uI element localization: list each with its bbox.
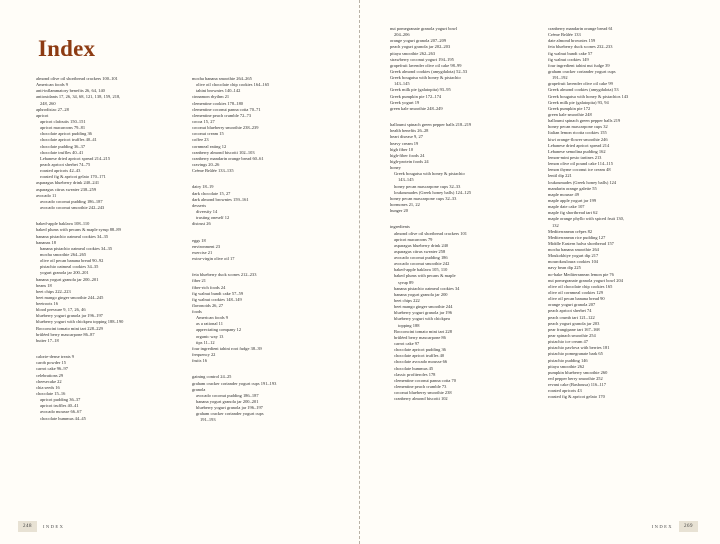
index-entry: navy bean dip 225: [548, 265, 581, 271]
index-entry: coconut blueberry smoothie 238–239: [192, 125, 259, 131]
index-entry: cranberry mandarin orange bread 61: [548, 26, 613, 31]
index-entry: grapefruit lavender olive oil cake 98–99: [390, 62, 462, 68]
index-entry: health benefits 26–28: [390, 128, 429, 134]
index-entry: beans 18: [36, 282, 52, 288]
index-entry: Greek yogurt 19: [390, 99, 420, 105]
index-columns-right: [390, 26, 690, 402]
index-entry: banana pistachio oatmeal cookies 34–35: [36, 233, 109, 239]
index-column-4: [548, 26, 690, 402]
index-entry: yogurt granola jar 200–201: [40, 270, 89, 276]
index-entry: revani cake (Basbousa) 116–117: [548, 382, 607, 388]
index-entry: Mediterranean crêpes 82: [548, 228, 593, 234]
spread-gutter: [359, 0, 360, 544]
index-columns-left: [36, 76, 334, 424]
index-entry: blueberry yogurt with chickpea topping 188–190: [36, 319, 124, 325]
index-entry: heavy cream 19: [390, 140, 419, 146]
index-entry: trusting oneself 12: [196, 215, 230, 221]
index-column-1: [36, 76, 178, 424]
index-entry: graham cracker coriander yogurt cups: [196, 411, 264, 417]
page-footer-right: [652, 521, 698, 532]
index-entry: no-bake Mediterranean lemon pie 76: [548, 271, 614, 277]
index-entry: lemon olive oil pound cake 114–115: [548, 161, 613, 167]
index-entry: banana yogurt granola jar 200: [394, 291, 448, 297]
index-entry: baked-apple baklava 108–110: [36, 221, 90, 227]
index-entry: high fiber 10: [390, 146, 414, 152]
index-entry: blueberry yogurt granola jar 196–197: [196, 405, 263, 411]
index-entry: mocha banana smoothie 264: [548, 247, 599, 253]
index-entry: four ingredient tahini root fudge 38–39: [192, 345, 262, 351]
index-entry: four ingredient tahini nut fudge 39: [548, 62, 610, 68]
index-entry: cranberry almond biscotti 102–103: [192, 149, 255, 155]
index-entry: peach yogurt granola jar 202–203: [390, 44, 451, 50]
index-entry: hormones 21, 22: [390, 201, 420, 207]
index-entry: fruits 16: [192, 358, 208, 364]
index-entry: Greek almond cookies (amygdalota) 52–53: [390, 68, 468, 74]
index-entry: roasted apricots 42–43: [40, 168, 81, 174]
index-entry: fiber 21: [192, 278, 207, 284]
index-entry: banana pistachio oatmeal cookies 34–35: [40, 245, 113, 251]
page-title: Index: [38, 36, 96, 61]
index-entry: honey pecan mascarpone cups 32–33: [394, 183, 461, 189]
index-entry: clementine coconut panna cotta 70–71: [192, 106, 261, 112]
index-entry: maple mousse 49: [548, 191, 579, 197]
index-entry: chocolate apricot pudding 36: [394, 347, 446, 353]
index-entry: beet chips 222: [394, 298, 420, 304]
index-entry: blueberry yogurt granola jar 196: [394, 310, 452, 316]
index-entry: Greek milk pie (galatopita) 93, 94: [548, 99, 609, 105]
index-entry: roasted apricots 43: [548, 388, 582, 394]
index-entry: avocado coconut pudding 186: [394, 255, 448, 261]
index-entry: chocolate apricot truffles 40–41: [40, 137, 97, 143]
index-entry: feta blueberry duck scones 212–233: [192, 272, 257, 278]
index-entry: chia seeds 16: [36, 384, 60, 390]
index-entry: asparagus citrus sweater 258: [394, 248, 446, 254]
index-column-2: [192, 76, 334, 424]
index-entry: Italian lemon ricotta cookies 155: [548, 130, 607, 136]
index-entry: pitaya smoothie 262: [548, 363, 585, 369]
index-page-right: [360, 0, 720, 544]
index-entry: American foods 9: [196, 315, 228, 321]
index-entry: fig walnut cookies 149: [548, 56, 589, 62]
index-entry: strawberry coconut yogurt 194–195: [390, 56, 454, 62]
index-entry: peach apricot sherbet 74–75: [40, 161, 91, 167]
index-entry: lemon-mint pesto tartines 213: [548, 154, 602, 160]
index-entry: mourokouloura cookies 104: [548, 259, 599, 265]
index-entry: peach apricot sherbet 74: [548, 308, 592, 314]
index-entry: avocado mousse 66–67: [40, 409, 82, 415]
index-entry: tips 11–12: [196, 339, 215, 345]
index-entry: 248, 260: [40, 100, 56, 106]
index-entry: calorie-dense treats 9: [36, 354, 74, 360]
index-entry: mandarin orange galette 55: [548, 185, 597, 191]
index-entry: nut pomegranate granola yogurt bowl: [390, 26, 458, 31]
index-entry: lemon thyme coconut ice cream 48: [548, 167, 611, 173]
index-entry: avocado coconut smoothie 242–243: [40, 204, 105, 210]
index-entry: anti-inflammatory benefits 26, 64, 140: [36, 88, 105, 94]
index-column-3: [390, 26, 532, 402]
index-entry: high-protein foods 24: [390, 158, 429, 164]
index-entry: maple orange phyllo with spiced fruit 130,: [548, 216, 624, 222]
index-entry: red pepper berry smoothie 252: [548, 376, 603, 382]
index-entry: chocolate 15–16: [36, 391, 66, 397]
index-entry: 204–206: [394, 32, 410, 38]
index-entry: chocolate hummus 44–45: [40, 415, 86, 421]
index-entry: olive oil cornmeal cookies 129: [548, 290, 604, 296]
index-entry: syrup 89: [398, 279, 414, 285]
index-entry: coffee 23: [192, 137, 209, 143]
index-entry: pistachio pomegranate bark 65: [548, 351, 603, 357]
index-entry: cranberry almond biscotti 102: [394, 396, 448, 402]
index-entry: brûléed berry mascarpone 86–87: [36, 331, 95, 337]
index-entry: extra-virgin olive oil 17: [192, 255, 235, 261]
index-entry: beet mango ginger smoothie 244: [394, 304, 453, 310]
index-entry: banana yogurt granola jar 200–201: [36, 276, 99, 282]
index-entry: high-fiber foods 24: [390, 152, 425, 158]
index-entry: peach crumb tart 121–122: [548, 314, 595, 320]
index-entry: brûléed berry mascarpone 86: [394, 334, 446, 340]
index-entry: grapefruit lavender olive oil cake 99: [548, 81, 613, 87]
index-entry: heart disease 9, 27: [390, 134, 423, 140]
folio-number: 248: [18, 521, 37, 532]
index-entry: maple date cake 107: [548, 204, 585, 210]
index-entry: desserts: [192, 202, 207, 208]
index-entry: chocolate apricot pudding 36: [40, 131, 92, 137]
index-entry: beet mango ginger smoothie 244–245: [36, 294, 104, 300]
index-entry: antioxidants 17, 26, 34, 68, 121, 138, 159, 218,: [36, 94, 121, 100]
index-entry: avocado coconut smoothie 242: [394, 261, 450, 267]
index-entry: 191–192: [552, 75, 568, 81]
index-entry: peach yogurt granola jar 203: [548, 320, 600, 326]
index-entry: beetroots 16: [36, 301, 58, 307]
index-entry: cornmeal eating 12: [192, 143, 227, 149]
index-entry: avocado coconut pudding 186–187: [40, 198, 103, 204]
index-entry: fig walnut bundt cake 57: [548, 50, 593, 56]
index-entry: dark almond brownies 159–161: [192, 196, 249, 202]
index-entry: asparagus blueberry drink 240: [394, 242, 449, 248]
index-entry: carob powder 15: [36, 360, 66, 366]
index-entry: feta blueberry duck scones 232–233: [548, 44, 613, 50]
index-entry: asparagus blueberry drink 240–241: [36, 180, 100, 186]
index-entry: Moukokhiye yogurt dip 217: [548, 253, 599, 259]
index-entry: pistachio pavlova with berries 181: [548, 345, 610, 351]
index-entry: Greek almond cookies (amygdalota) 53: [548, 87, 619, 93]
index-entry: banana pistachio oatmeal cookies 34: [394, 285, 460, 291]
index-entry: date almond brownies 159: [548, 38, 596, 44]
folio-number: 269: [679, 521, 698, 532]
index-entry: maple apple yogurt jar 199: [548, 197, 597, 203]
index-entry: honey pecan mascarpone cups 32: [548, 124, 608, 130]
index-entry: Lebanese dried apricot spread 214–215: [40, 155, 111, 161]
index-entry: orange yogurt granola 207–209: [390, 38, 447, 44]
index-entry: apricot: [36, 112, 49, 118]
index-entry: baked plums with pecans & maple: [394, 273, 456, 279]
index-entry: chocolate pudding 36–37: [40, 143, 86, 149]
index-entry: pitaya smoothie 262–263: [390, 50, 436, 56]
index-entry: apricot pudding 36–37: [40, 397, 81, 403]
index-entry: chocolate avocado mousse 66: [394, 359, 448, 365]
index-entry: almond olive oil shortbread crackers 101: [394, 230, 467, 236]
index-entry: honey: [390, 165, 401, 171]
index-entry: 191–193: [200, 417, 216, 423]
index-entry: Crème Brûlée 133: [548, 32, 581, 38]
index-entry: graham cracker coriander yogurt cups 191–193: [192, 380, 277, 386]
index-entry: avocado coconut pudding 186–187: [196, 392, 259, 398]
page-footer-left: [18, 521, 64, 532]
folio-label: INDEX: [651, 524, 673, 529]
index-entry: clementine coconut panna cotta 70: [394, 377, 456, 383]
index-entry: Greek milk pie (galatopita) 93–95: [390, 87, 451, 93]
index-entry: pistachio pudding 146: [548, 357, 588, 363]
index-entry: gaining control 24–25: [192, 374, 232, 380]
index-entry: as a rational 11: [196, 321, 223, 327]
index-entry: mocha smoothie 264–265: [40, 251, 87, 257]
index-entry: pistachio ice cream 47: [548, 339, 589, 345]
index-entry: Greek pumpkin pie 172: [548, 105, 591, 111]
index-entry: dairy 18–19: [192, 184, 214, 190]
index-entry: granola: [192, 386, 206, 392]
index-entry: banana yogurt granola jar 200–201: [196, 399, 259, 405]
index-entry: green kale smoothie 248–249: [390, 105, 443, 111]
index-entry: Lebanese semolina pudding 162: [548, 148, 606, 154]
index-entry: baked plums with pecans & maple syrup 88–89: [36, 227, 121, 233]
index-entry: roasted fig & apricot gelato 170–171: [40, 174, 106, 180]
index-entry: Greek bougatsa with honey & pistachio: [394, 171, 465, 177]
index-entry: tahini brownies 140–142: [196, 88, 241, 94]
index-entry: flavonoids 26, 27: [192, 302, 224, 308]
index-entry: American foods 9: [36, 82, 68, 88]
index-entry: apricot macaroons 79–81: [40, 125, 86, 131]
index-entry: maple fig shortbread tart 62: [548, 210, 598, 216]
index-entry: green kale smoothie 248: [548, 111, 592, 117]
index-entry: organic way 13: [196, 333, 224, 339]
index-entry: apricot macaroons 79: [394, 236, 433, 242]
index-entry: olive oil pecan banana bread 90–92: [40, 258, 104, 264]
index-entry: mocha banana smoothie 264–265: [192, 76, 252, 81]
index-entry: Mediterranean rice pudding 127: [548, 234, 606, 240]
index-entry: cinnamon rhythm 21: [192, 94, 230, 100]
index-entry: Crème Brûlée 133–135: [192, 168, 234, 174]
index-entry: butter 17–18: [36, 337, 59, 343]
index-entry: apricot clafoutis 150–151: [40, 118, 86, 124]
index-entry: apricot truffles 40–41: [40, 403, 79, 409]
index-entry: coconut blueberry smoothie 238: [394, 390, 452, 396]
index-entry: 143–145: [398, 177, 414, 183]
index-entry: cocoa 15, 27: [192, 118, 215, 124]
index-entry: clementine cookies 178–180: [192, 100, 244, 106]
index-entry: loukoumades (Greek honey balls) 124: [548, 179, 617, 185]
index-entry: distrust 26: [192, 221, 211, 227]
index-entry: halloumi spinach green pepper balls 218–219: [390, 122, 472, 128]
index-entry: Bocconcini tomato mini tart 228–229: [36, 325, 103, 331]
index-entry: carrot cake 97: [394, 341, 420, 347]
index-entry: carrot cake 96–97: [36, 366, 68, 372]
index-entry: clementine peach crumble 72–73: [192, 112, 252, 118]
index-entry: asparagus citrus sweater 238–259: [36, 186, 97, 192]
index-entry: avocado 11: [36, 192, 57, 198]
index-entry: pear spinach smoothie 254: [548, 333, 596, 339]
index-entry: blood pressure 9, 17, 26, 46: [36, 307, 86, 313]
index-entry: frequency 22: [192, 352, 216, 358]
index-entry: fiber-rich foods 24: [192, 284, 226, 290]
index-entry: honey pecan mascarpone cups 32–33: [390, 195, 457, 201]
index-entry: orange yogurt granola 207: [548, 302, 596, 308]
index-entry: foods: [192, 309, 202, 315]
index-entry: 143–145: [394, 81, 410, 87]
index-entry: diversity 14: [196, 208, 218, 214]
index-entry: Middle Eastern halva shortbread 157: [548, 240, 614, 246]
index-entry: nut pomegranate granola yogurt bowl 204: [548, 277, 623, 283]
index-entry: fig walnut cookies 148–149: [192, 296, 242, 302]
index-entry: olive oil chocolate chip cookies 165: [548, 283, 613, 289]
index-entry: olive oil chocolate chip cookies 164–165: [196, 82, 270, 88]
index-entry: kiwi orange-flower smoothie 246: [548, 136, 608, 142]
index-entry: cheesecake 22: [36, 378, 62, 384]
index-entry: loukoumades (Greek honey balls) 124–125: [394, 189, 472, 195]
index-entry: Bocconcini tomato mini tart 228: [394, 328, 452, 334]
index-entry: celebrations 29: [36, 372, 64, 378]
index-entry: Greek bougatsa with honey & pistachios 143: [548, 93, 629, 99]
index-entry: bananas 18: [36, 239, 56, 245]
index-entry: topping 188: [398, 322, 420, 328]
index-entry: blueberry yogurt with chickpea: [394, 316, 450, 322]
index-entry: cravings 20–26: [192, 161, 220, 167]
index-entry: blueberry yogurt granola jar 196–197: [36, 313, 103, 319]
index-entry: chocolate apricot truffles 40: [394, 353, 445, 359]
index-entry: aphrodisiac 27–28: [36, 106, 69, 112]
index-entry: ingredients: [390, 224, 410, 230]
index-entry: graham cracker coriander yogurt cups: [548, 68, 616, 74]
index-entry: eggs 18: [192, 237, 206, 243]
folio-label: INDEX: [43, 524, 65, 529]
index-entry: Greek bougatsa with honey & pistachio: [390, 75, 461, 81]
index-entry: baked-apple baklava 105, 110: [394, 267, 448, 273]
index-entry: dark chocolate 15, 27: [192, 190, 231, 196]
index-entry: halloumi spinach green pepper balls 219: [548, 118, 621, 124]
index-entry: chocolate truffles 40–41: [40, 149, 84, 155]
index-entry: beet chips 222–223: [36, 288, 71, 294]
index-entry: lentil dip 221: [548, 173, 572, 179]
index-entry: olive oil pecan banana bread 90: [548, 296, 605, 302]
index-entry: appreciating company 12: [196, 327, 242, 333]
index-entry: Greek pumpkin pie 172–174: [390, 93, 442, 99]
index-entry: environment 23: [192, 243, 221, 249]
index-entry: roasted fig & apricot gelato 170: [548, 394, 605, 400]
index-entry: clementine peach crumble 73: [394, 384, 447, 390]
index-entry: chocolate hummus 45: [394, 365, 434, 371]
index-entry: 132: [552, 222, 559, 228]
index-entry: almond olive oil shortbread crackers 100–101: [36, 76, 118, 81]
index-entry: cranberry mandarin orange bread 60–61: [192, 155, 264, 161]
index-entry: pistachio oatmeal cookies 34–35: [40, 264, 99, 270]
index-entry: fig walnut bundt cake 57–59: [192, 290, 244, 296]
index-entry: pear frangipane tart 167–168: [548, 326, 600, 332]
index-entry: hunger 20: [390, 208, 408, 214]
index-entry: classic profiteroles 178: [394, 371, 436, 377]
index-entry: coconut cream 15: [192, 131, 224, 137]
index-entry: exercise 21: [192, 249, 213, 255]
index-entry: pumpkin blueberry smoothie 260: [548, 369, 608, 375]
index-entry: Lebanese dried apricot spread 214: [548, 142, 610, 148]
